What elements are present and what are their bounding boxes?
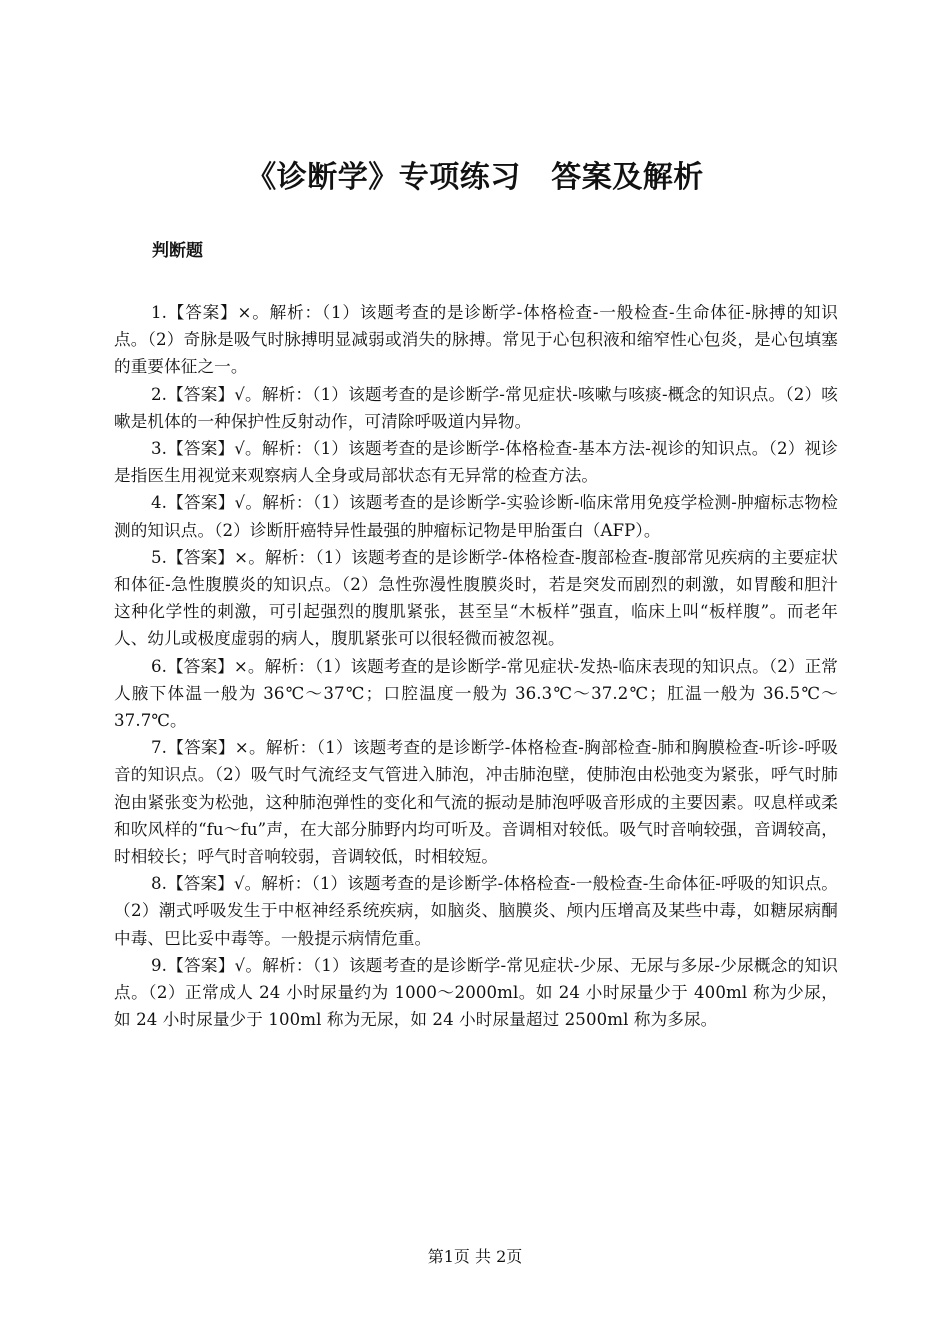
answer-item-2: 2.【答案】√。解析：（1）该题考查的是诊断学-常见症状-咳嗽与咳痰-概念的知识点。（2）咳嗽是机体的一种保护性反射动作，可清除呼吸道内异物。 — [114, 384, 838, 431]
document-title: 《诊断学》专项练习 答案及解析 — [246, 160, 704, 195]
section-heading-true-false: 判断题 — [152, 241, 203, 261]
page-number-footer: 第1页 共 2页 — [427, 1247, 523, 1266]
answer-item-6: 6.【答案】×。解析：（1）该题考查的是诊断学-常见症状-发热-临床表现的知识点。（2）正常人腋下体温一般为 36℃～37℃；口腔温度一般为 36.3℃～37.2℃；肛温一般为 36.5℃～37.7℃。 — [114, 656, 838, 731]
answer-item-5: 5.【答案】×。解析：（1）该题考查的是诊断学-体格检查-腹部检查-腹部常见疾病的主要症状和体征-急性腹膜炎的知识点。（2）急性弥漫性腹膜炎时，若是突发而剧烈的刺激，如胃酸和胆汁这种化学性的刺激，可引起强烈的腹肌紧张，甚至呈“木板样”强直，临床上叫“板样腹”。而老年人、幼儿或极度虚弱的病人，腹肌紧张可以很轻微而被忽视。 — [114, 547, 838, 649]
answer-item-9: 9.【答案】√。解析：（1）该题考查的是诊断学-常见症状-少尿、无尿与多尿-少尿概念的知识点。（2）正常成人 24 小时尿量约为 1000～2000ml。如 24 小时尿量少于 400ml 称为少尿，如 24 小时尿量少于 100ml 称为无尿，如 24 小时尿量超过 2500ml 称为多尿。 — [114, 955, 838, 1030]
answer-item-7: 7.【答案】×。解析：（1）该题考查的是诊断学-体格检查-胸部检查-肺和胸膜检查-听诊-呼吸音的知识点。（2）吸气时气流经支气管进入肺泡，冲击肺泡壁，使肺泡由松弛变为紧张，呼气时肺泡由紧张变为松弛，这种肺泡弹性的变化和气流的振动是肺泡呼吸音形成的主要因素。叹息样或柔和吹风样的“fu～fu”声，在大部分肺野内均可听及。音调相对较低。吸气时音响较强，音调较高，时相较长；呼气时音响较弱，音调较低，时相较短。 — [114, 738, 838, 867]
answer-item-1: 1.【答案】×。解析：（1）该题考查的是诊断学-体格检查-一般检查-生命体征-脉搏的知识点。（2）奇脉是吸气时脉搏明显减弱或消失的脉搏。常见于心包积液和缩窄性心包炎，是心包填塞的重要体征之一。 — [114, 303, 838, 377]
answer-item-8: 8.【答案】√。解析：（1）该题考查的是诊断学-体格检查-一般检查-生命体征-呼吸的知识点。（2）潮式呼吸发生于中枢神经系统疾病，如脑炎、脑膜炎、颅内压增高及某些中毒，如糖尿病酮中毒、巴比妥中毒等。一般提示病情危重。 — [114, 874, 838, 948]
answer-item-3: 3.【答案】√。解析：（1）该题考查的是诊断学-体格检查-基本方法-视诊的知识点。（2）视诊是指医生用视觉来观察病人全身或局部状态有无异常的检查方法。 — [114, 439, 838, 486]
answer-list — [114, 299, 838, 1033]
answer-item-4: 4.【答案】√。解析：（1）该题考查的是诊断学-实验诊断-临床常用免疫学检测-肿瘤标志物检测的知识点。（2）诊断肝癌特异性最强的肿瘤标记物是甲胎蛋白（AFP）。 — [114, 493, 838, 540]
